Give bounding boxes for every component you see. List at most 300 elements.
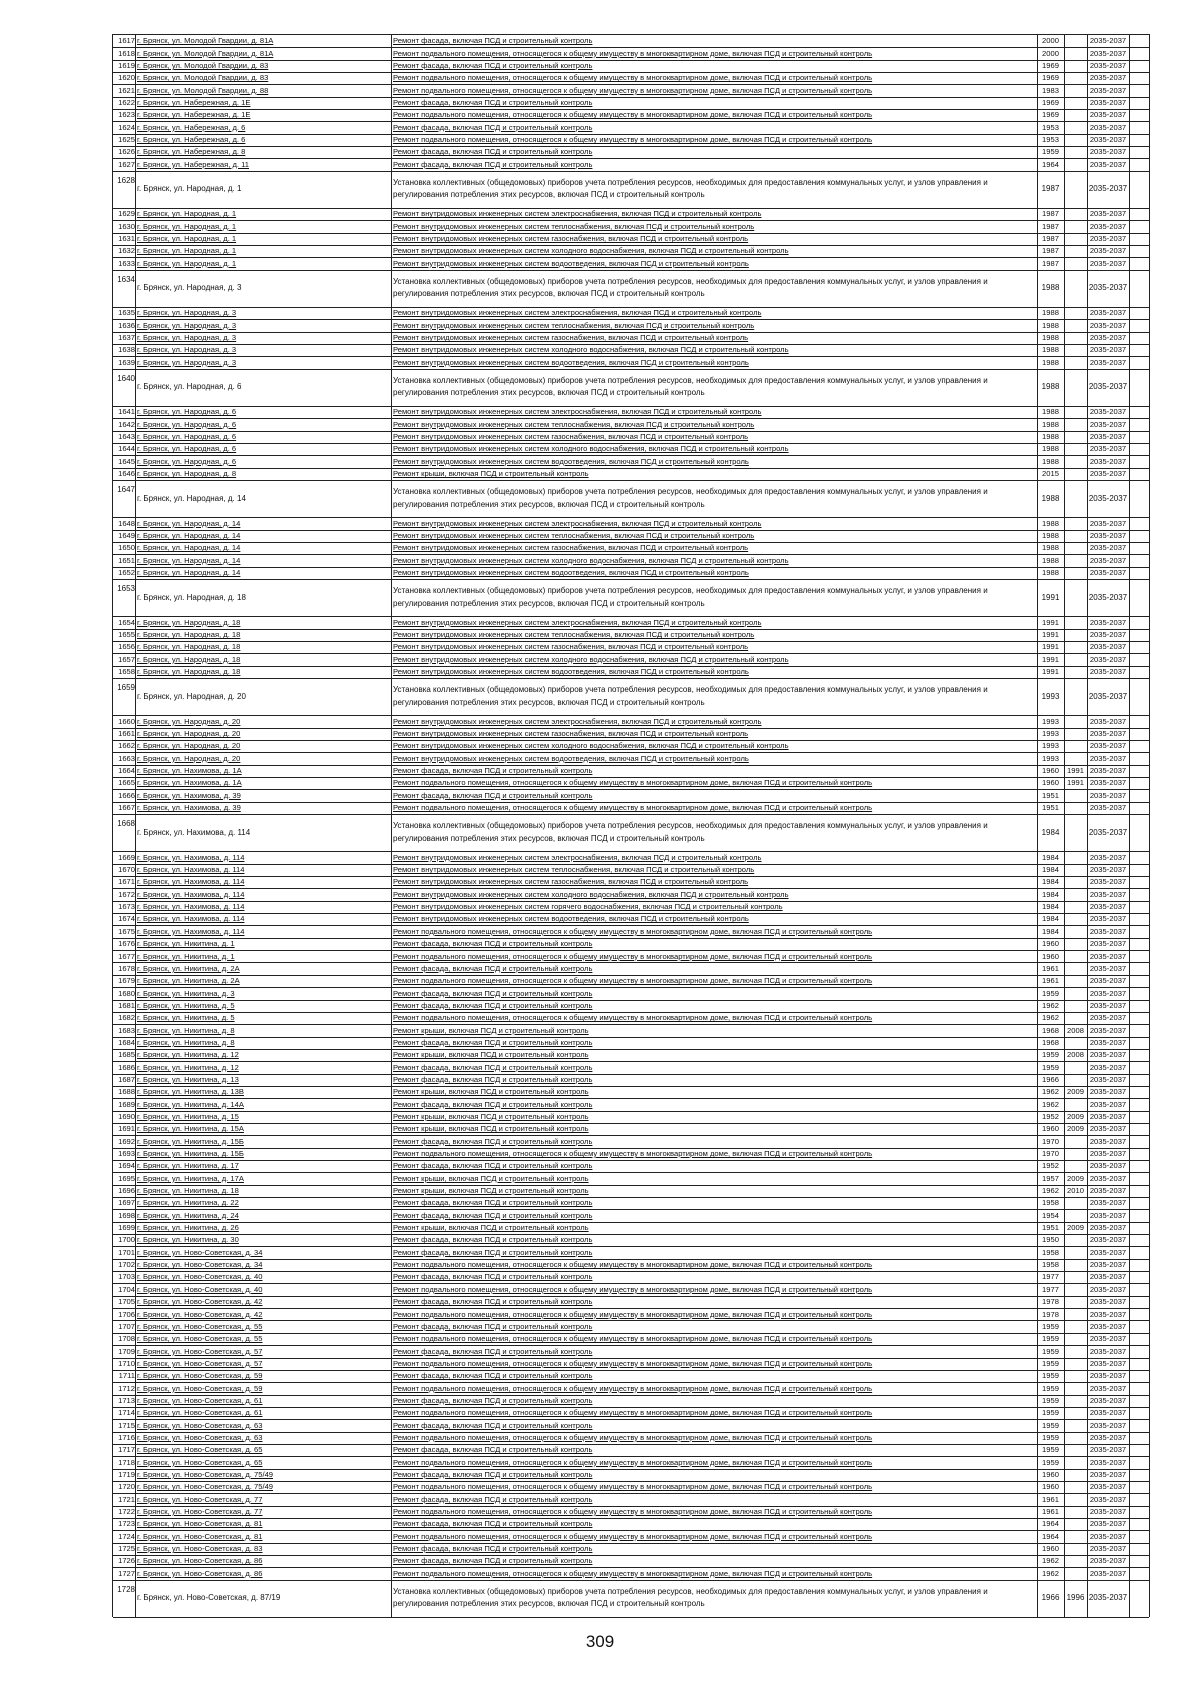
build-year-cell: 1959 <box>1042 1432 1059 1442</box>
last-repair-year-cell <box>1064 1197 1087 1209</box>
work-type-cell: Ремонт фасада, включая ПСД и строительный контроль <box>393 766 593 776</box>
build-year-cell: 1969 <box>1042 61 1059 71</box>
row-number-cell: 1705 <box>118 1297 135 1307</box>
last-repair-year-cell <box>1064 1333 1087 1345</box>
address-cell: г. Брянск, ул. Никитина, д. 30 <box>137 1235 239 1245</box>
build-year-cell: 1987 <box>1042 246 1059 256</box>
planned-period-cell: 2035-2037 <box>1089 1272 1127 1282</box>
address-cell: г. Брянск, ул. Нахимова, д. 1А <box>137 778 242 788</box>
last-repair-year-cell <box>1064 1419 1087 1431</box>
build-year-cell: 1952 <box>1042 1161 1059 1171</box>
planned-period-cell: 2035-2037 <box>1089 1198 1127 1208</box>
last-repair-year-cell <box>1064 616 1087 628</box>
work-type-cell: Ремонт подвального помещения, относящегося к общему имуществу в многоквартирном доме, включая ПСД и строительный контроль <box>393 1309 873 1319</box>
planned-period-cell: 2035-2037 <box>1088 382 1128 392</box>
row-number-cell: 1684 <box>118 1037 135 1047</box>
blank-cell <box>1129 1098 1149 1110</box>
planned-period-cell: 2035-2037 <box>1089 976 1127 986</box>
address-cell: г. Брянск, ул. Никитина, д. 15Б <box>137 1136 244 1146</box>
column-divider <box>391 35 392 1617</box>
work-type-cell: Ремонт внутридомовых инженерных систем газоснабжения, включая ПСД и строительный контроль <box>393 333 749 343</box>
last-repair-year-cell <box>1064 666 1087 678</box>
planned-period-cell: 2035-2037 <box>1089 889 1127 899</box>
last-repair-year-cell <box>1064 220 1087 232</box>
row-number-cell: 1651 <box>118 555 135 565</box>
work-type-cell: Ремонт внутридомовых инженерных систем газоснабжения, включая ПСД и строительный контроль <box>393 877 749 887</box>
row-number-cell: 1649 <box>118 531 135 541</box>
table-row <box>113 60 1149 73</box>
planned-period-cell: 2035-2037 <box>1089 1050 1127 1060</box>
build-year-cell: 1958 <box>1042 1260 1059 1270</box>
planned-period-cell: 2035-2037 <box>1089 1260 1127 1270</box>
row-number-cell: 1668 <box>117 819 135 829</box>
row-number-cell: 1728 <box>117 1584 135 1594</box>
table-row <box>113 332 1149 345</box>
row-number-cell: 1622 <box>118 98 135 108</box>
table-row <box>113 1271 1149 1284</box>
address-cell: г. Брянск, ул. Народная, д. 3 <box>137 357 237 367</box>
work-type-cell: Ремонт внутридомовых инженерных систем теплоснабжения, включая ПСД и строительный контроль <box>393 630 755 640</box>
address-cell: г. Брянск, ул. Народная, д. 8 <box>137 469 237 479</box>
build-year-cell: 1969 <box>1042 73 1059 83</box>
build-year-cell: 1959 <box>1042 1420 1059 1430</box>
row-number-cell: 1618 <box>118 48 135 58</box>
blank-cell <box>1129 72 1149 84</box>
blank-cell <box>1129 1370 1149 1382</box>
work-type-cell: Ремонт фасада, включая ПСД и строительный контроль <box>393 36 593 46</box>
work-type-cell: Ремонт подвального помещения, относящегося к общему имуществу в многоквартирном доме, включая ПСД и строительный контроль <box>393 110 873 120</box>
build-year-cell: 1962 <box>1042 1000 1059 1010</box>
last-repair-year-cell <box>1064 1061 1087 1073</box>
planned-period-cell: 2035-2037 <box>1088 827 1128 837</box>
last-repair-year-cell <box>1064 1456 1087 1468</box>
blank-cell <box>1129 987 1149 999</box>
build-year-cell: 1984 <box>1042 926 1059 936</box>
build-year-cell: 1966 <box>1041 1593 1060 1603</box>
table-row <box>113 270 1149 308</box>
table-row <box>113 1160 1149 1173</box>
work-type-cell: Ремонт подвального помещения, относящегося к общему имуществу в многоквартирном доме, включая ПСД и строительный контроль <box>393 1408 873 1418</box>
blank-cell <box>1129 530 1149 542</box>
row-number-cell: 1716 <box>118 1432 135 1442</box>
planned-period-cell: 2035-2037 <box>1089 543 1127 553</box>
table-row <box>113 752 1149 765</box>
work-type-cell: Ремонт фасада, включая ПСД и строительный контроль <box>393 1321 593 1331</box>
blank-cell <box>1129 938 1149 950</box>
row-number-cell: 1661 <box>118 729 135 739</box>
build-year-cell: 1959 <box>1042 1395 1059 1405</box>
last-repair-year-cell <box>1064 1209 1087 1221</box>
table-row <box>113 233 1149 246</box>
blank-cell <box>1129 1506 1149 1518</box>
build-year-cell: 1959 <box>1042 1334 1059 1344</box>
blank-cell <box>1129 901 1149 913</box>
work-type-cell: Ремонт внутридомовых инженерных систем водоотведения, включая ПСД и строительный контроль <box>393 914 749 924</box>
planned-period-cell: 2035-2037 <box>1089 345 1127 355</box>
table-row <box>113 901 1149 914</box>
blank-cell <box>1129 517 1149 529</box>
address-cell: г. Брянск, ул. Народная, д. 14 <box>137 555 241 565</box>
table-row <box>113 1469 1149 1482</box>
table-row <box>113 1407 1149 1420</box>
work-type-cell: Ремонт внутридомовых инженерных систем газоснабжения, включая ПСД и строительный контроль <box>393 432 749 442</box>
address-cell: г. Брянск, ул. Народная, д. 6 <box>137 382 242 392</box>
address-cell: г. Брянск, ул. Народная, д. 18 <box>137 642 241 652</box>
build-year-cell: 1978 <box>1042 1297 1059 1307</box>
last-repair-year-cell <box>1064 356 1087 368</box>
work-type-cell: Ремонт фасада, включая ПСД и строительный контроль <box>393 1136 593 1146</box>
blank-cell <box>1129 925 1149 937</box>
build-year-cell: 1959 <box>1042 1062 1059 1072</box>
work-type-cell: Ремонт внутридомовых инженерных систем холодного водоснабжения, включая ПСД и строительный контроль <box>393 555 789 565</box>
work-type-cell: Ремонт крыши, включая ПСД и строительный контроль <box>393 1112 589 1121</box>
address-cell: г. Брянск, ул. Народная, д. 20 <box>137 741 241 751</box>
last-repair-year-cell <box>1064 146 1087 158</box>
address-cell: г. Брянск, ул. Нахимова, д. 114 <box>137 852 245 862</box>
work-type-cell: Ремонт внутридомовых инженерных систем горячего водоснабжения, включая ПСД и строительный контроль <box>393 902 783 912</box>
work-type-cell: Ремонт внутридомовых инженерных систем холодного водоснабжения, включая ПСД и строительный контроль <box>393 741 789 751</box>
blank-cell <box>1129 35 1149 47</box>
build-year-cell: 1959 <box>1042 1321 1059 1331</box>
work-type-cell: Ремонт подвального помещения, относящегося к общему имуществу в многоквартирном доме, включая ПСД и строительный контроль <box>393 1457 873 1467</box>
address-cell: г. Брянск, ул. Народная, д. 3 <box>137 320 237 330</box>
address-cell: г. Брянск, ул. Народная, д. 3 <box>137 345 237 355</box>
build-year-cell: 1962 <box>1042 1186 1059 1196</box>
work-type-cell: Ремонт фасада, включая ПСД и строительный контроль <box>393 1420 593 1430</box>
address-cell: г. Брянск, ул. Нахимова, д. 114 <box>137 877 245 887</box>
address-cell: г. Брянск, ул. Никитина, д. 12 <box>137 1050 239 1060</box>
blank-cell <box>1129 678 1149 715</box>
planned-period-cell: 2035-2037 <box>1089 1000 1127 1010</box>
work-type-cell: Ремонт фасада, включая ПСД и строительный контроль <box>393 790 593 800</box>
last-repair-year-cell <box>1064 332 1087 344</box>
work-type-cell: Ремонт фасада, включая ПСД и строительный контроль <box>393 1247 593 1257</box>
blank-cell <box>1129 60 1149 72</box>
work-type-cell: Ремонт крыши, включая ПСД и строительный контроль <box>393 1173 589 1183</box>
address-cell: г. Брянск, ул. Ново-Советская, д. 83 <box>137 1544 263 1554</box>
build-year-cell: 1951 <box>1042 790 1059 800</box>
work-type-cell: Ремонт внутридомовых инженерных систем электроснабжения, включая ПСД и строительный контроль <box>393 716 762 726</box>
planned-period-cell: 2035-2037 <box>1089 555 1127 565</box>
table-row <box>113 913 1149 926</box>
row-number-cell: 1700 <box>118 1235 135 1245</box>
planned-period-cell: 2035-2037 <box>1089 729 1127 739</box>
address-cell: г. Брянск, ул. Нахимова, д. 114 <box>137 914 245 924</box>
address-cell: г. Брянск, ул. Народная, д. 20 <box>137 691 246 701</box>
planned-period-cell: 2035-2037 <box>1089 1124 1127 1134</box>
table-row <box>113 1061 1149 1074</box>
table-row <box>113 1086 1149 1099</box>
build-year-cell: 1961 <box>1042 976 1059 986</box>
build-year-cell: 1984 <box>1042 902 1059 912</box>
build-year-cell: 1988 <box>1042 333 1059 343</box>
work-type-cell: Ремонт фасада, включая ПСД и строительный контроль <box>393 1519 593 1529</box>
work-type-cell: Ремонт фасада, включая ПСД и строительный контроль <box>393 1544 593 1554</box>
work-type-cell: Ремонт внутридомовых инженерных систем холодного водоснабжения, включая ПСД и строительный контроль <box>393 889 789 899</box>
work-type-cell: Ремонт внутридомовых инженерных систем газоснабжения, включая ПСД и строительный контроль <box>393 729 749 739</box>
row-number-cell: 1654 <box>118 617 135 627</box>
planned-period-cell: 2035-2037 <box>1089 246 1127 256</box>
build-year-cell: 1983 <box>1042 85 1059 95</box>
row-number-cell: 1673 <box>118 902 135 912</box>
table-row <box>113 616 1149 629</box>
build-year-cell: 1959 <box>1042 988 1059 998</box>
address-cell: г. Брянск, ул. Ново-Советская, д. 34 <box>137 1260 263 1270</box>
planned-period-cell: 2035-2037 <box>1089 1284 1127 1294</box>
planned-period-cell: 2035-2037 <box>1089 1309 1127 1319</box>
work-type-cell: Ремонт подвального помещения, относящегося к общему имуществу в многоквартирном доме, включая ПСД и строительный контроль <box>393 1260 873 1270</box>
table-row <box>113 1234 1149 1247</box>
table-row <box>113 1012 1149 1025</box>
address-cell: г. Брянск, ул. Ново-Советская, д. 40 <box>137 1284 263 1294</box>
planned-period-cell: 2035-2037 <box>1088 184 1128 194</box>
last-repair-year-cell <box>1064 406 1087 418</box>
row-number-cell: 1691 <box>118 1124 135 1134</box>
build-year-cell: 1991 <box>1042 654 1059 664</box>
work-type-cell: Ремонт подвального помещения, относящегося к общему имуществу в многоквартирном доме, включая ПСД и строительный контроль <box>393 1013 873 1023</box>
last-repair-year-cell <box>1064 319 1087 331</box>
planned-period-cell: 2035-2037 <box>1089 667 1127 677</box>
page-number: 309 <box>585 1632 615 1651</box>
last-repair-year-cell <box>1064 431 1087 443</box>
blank-cell <box>1129 653 1149 665</box>
row-number-cell: 1722 <box>118 1507 135 1517</box>
planned-period-cell: 2035-2037 <box>1089 1568 1127 1578</box>
planned-period-cell: 2035-2037 <box>1089 1395 1127 1405</box>
address-cell: г. Брянск, ул. Ново-Советская, д. 87/19 <box>137 1593 281 1603</box>
work-type-cell: Ремонт подвального помещения, относящегося к общему имуществу в многоквартирном доме, включая ПСД и строительный контроль <box>393 1284 873 1294</box>
address-cell: г. Брянск, ул. Народная, д. 18 <box>137 667 241 677</box>
address-cell: г. Брянск, ул. Народная, д. 1 <box>137 234 237 244</box>
build-year-cell: 1987 <box>1042 234 1059 244</box>
blank-cell <box>1129 1469 1149 1481</box>
row-number-cell: 1628 <box>117 175 135 185</box>
blank-cell <box>1129 616 1149 628</box>
row-number-cell: 1720 <box>118 1482 135 1492</box>
last-repair-year-cell: 2009 <box>1067 1112 1084 1121</box>
row-number-cell: 1640 <box>117 373 135 383</box>
last-repair-year-cell <box>1064 542 1087 554</box>
table-row <box>113 1518 1149 1531</box>
build-year-cell: 1991 <box>1042 667 1059 677</box>
last-repair-year-cell <box>1064 752 1087 764</box>
build-year-cell: 1988 <box>1042 357 1059 367</box>
last-repair-year-cell <box>1064 455 1087 467</box>
table-row <box>113 1049 1149 1062</box>
row-number-cell: 1688 <box>118 1087 135 1097</box>
blank-cell <box>1129 1419 1149 1431</box>
row-number-cell: 1704 <box>118 1284 135 1294</box>
row-number-cell: 1699 <box>118 1223 135 1233</box>
row-number-cell: 1675 <box>118 926 135 936</box>
last-repair-year-cell <box>1064 245 1087 257</box>
planned-period-cell: 2035-2037 <box>1089 1149 1127 1159</box>
blank-cell <box>1129 1481 1149 1493</box>
planned-period-cell: 2035-2037 <box>1089 1519 1127 1529</box>
work-type-cell: Ремонт подвального помещения, относящегося к общему имуществу в многоквартирном доме, включая ПСД и строительный контроль <box>393 73 873 83</box>
blank-cell <box>1129 1000 1149 1012</box>
blank-cell <box>1129 1320 1149 1332</box>
planned-period-cell: 2035-2037 <box>1088 493 1128 503</box>
last-repair-year-cell: 2008 <box>1067 1025 1084 1035</box>
row-number-cell: 1632 <box>118 246 135 256</box>
row-number-cell: 1669 <box>118 852 135 862</box>
work-type-cell: Ремонт крыши, включая ПСД и строительный контроль <box>393 1050 589 1060</box>
address-cell: г. Брянск, ул. Никитина, д. 3 <box>137 988 235 998</box>
blank-cell <box>1129 666 1149 678</box>
blank-cell <box>1129 1493 1149 1505</box>
work-type-cell: Ремонт подвального помещения, относящегося к общему имуществу в многоквартирном доме, включая ПСД и строительный контроль <box>393 48 873 58</box>
blank-cell <box>1129 1296 1149 1308</box>
blank-cell <box>1129 777 1149 789</box>
blank-cell <box>1129 1012 1149 1024</box>
address-cell: г. Брянск, ул. Никитина, д. 2А <box>137 976 240 986</box>
address-cell: г. Брянск, ул. Ново-Советская, д. 81 <box>137 1531 263 1541</box>
last-repair-year-cell <box>1064 1506 1087 1518</box>
address-cell: г. Брянск, ул. Нахимова, д. 39 <box>137 790 241 800</box>
address-cell: г. Брянск, ул. Народная, д. 6 <box>137 419 237 429</box>
blank-cell <box>1129 455 1149 467</box>
build-year-cell: 1991 <box>1041 592 1060 602</box>
build-year-cell: 1988 <box>1042 568 1059 578</box>
address-cell: г. Брянск, ул. Нахимова, д. 114 <box>137 865 245 875</box>
last-repair-year-cell <box>1064 1283 1087 1295</box>
blank-cell <box>1129 752 1149 764</box>
row-number-cell: 1666 <box>118 790 135 800</box>
address-cell: г. Брянск, ул. Ново-Советская, д. 57 <box>137 1346 263 1356</box>
row-number-cell: 1715 <box>118 1420 135 1430</box>
address-cell: г. Брянск, ул. Ново-Советская, д. 55 <box>137 1321 263 1331</box>
row-number-cell: 1724 <box>118 1531 135 1541</box>
row-number-cell: 1721 <box>118 1494 135 1504</box>
planned-period-cell: 2035-2037 <box>1089 630 1127 640</box>
table-row <box>113 455 1149 468</box>
build-year-cell: 1953 <box>1042 135 1059 145</box>
row-number-cell: 1633 <box>118 258 135 268</box>
last-repair-year-cell: 2009 <box>1067 1087 1084 1097</box>
build-year-cell: 1988 <box>1042 320 1059 330</box>
row-number-cell: 1657 <box>118 654 135 664</box>
table-row <box>113 517 1149 530</box>
row-number-cell: 1727 <box>118 1568 135 1578</box>
work-type-cell: Ремонт фасада, включая ПСД и строительный контроль <box>393 1371 593 1381</box>
build-year-cell: 1970 <box>1042 1149 1059 1159</box>
build-year-cell: 1977 <box>1042 1272 1059 1282</box>
blank-cell <box>1129 579 1149 616</box>
last-repair-year-cell <box>1064 1407 1087 1419</box>
address-cell: г. Брянск, ул. Никитина, д. 14А <box>137 1099 244 1109</box>
blank-cell <box>1129 369 1149 406</box>
row-number-cell: 1623 <box>118 110 135 120</box>
last-repair-year-cell <box>1064 1160 1087 1172</box>
row-number-cell: 1702 <box>118 1260 135 1270</box>
address-cell: г. Брянск, ул. Ново-Советская, д. 75/49 <box>137 1470 274 1479</box>
table-row <box>113 480 1149 518</box>
build-year-cell: 1988 <box>1042 543 1059 553</box>
address-cell: г. Брянск, ул. Никитина, д. 17 <box>137 1161 239 1171</box>
address-cell: г. Брянск, ул. Народная, д. 6 <box>137 432 237 442</box>
row-number-cell: 1634 <box>117 274 135 284</box>
work-type-cell: Ремонт фасада, включая ПСД и строительный контроль <box>393 939 593 949</box>
row-number-cell: 1695 <box>118 1173 135 1183</box>
address-cell: г. Брянск, ул. Никитина, д. 2А <box>137 963 240 973</box>
blank-cell <box>1129 319 1149 331</box>
row-number-cell: 1671 <box>118 877 135 887</box>
address-cell: г. Брянск, ул. Ново-Советская, д. 40 <box>137 1272 263 1282</box>
planned-period-cell: 2035-2037 <box>1089 865 1127 875</box>
build-year-cell: 2000 <box>1042 36 1059 46</box>
table-row <box>113 1506 1149 1519</box>
table-row <box>113 765 1149 778</box>
planned-period-cell: 2035-2037 <box>1088 1593 1128 1603</box>
last-repair-year-cell <box>1064 517 1087 529</box>
build-year-cell: 1988 <box>1042 456 1059 466</box>
blank-cell <box>1129 1111 1149 1123</box>
last-repair-year-cell: 2008 <box>1067 1050 1084 1060</box>
work-type-cell: Ремонт фасада, включая ПСД и строительный контроль <box>393 1470 593 1479</box>
build-year-cell: 1978 <box>1042 1309 1059 1319</box>
row-number-cell: 1709 <box>118 1346 135 1356</box>
blank-cell <box>1129 876 1149 888</box>
table-row <box>113 171 1149 209</box>
table-row <box>113 1135 1149 1148</box>
row-number-cell: 1677 <box>118 951 135 961</box>
work-type-cell: Ремонт фасада, включая ПСД и строительный контроль <box>393 1556 593 1566</box>
last-repair-year-cell <box>1064 876 1087 888</box>
blank-cell <box>1129 864 1149 876</box>
build-year-cell: 1960 <box>1042 778 1059 788</box>
build-year-cell: 1987 <box>1041 184 1060 194</box>
work-type-cell: Ремонт подвального помещения, относящегося к общему имуществу в многоквартирном доме, включая ПСД и строительный контроль <box>393 1482 873 1492</box>
table-row <box>113 1333 1149 1346</box>
address-cell: г. Брянск, ул. Молодой Гвардии, д. 81А <box>137 48 274 58</box>
planned-period-cell: 2035-2037 <box>1089 1432 1127 1442</box>
table-row <box>113 1320 1149 1333</box>
blank-cell <box>1129 134 1149 146</box>
work-type-cell: Ремонт внутридомовых инженерных систем электроснабжения, включая ПСД и строительный контроль <box>393 407 762 417</box>
address-cell: г. Брянск, ул. Никитина, д. 18 <box>137 1186 239 1196</box>
work-type-cell: Ремонт подвального помещения, относящегося к общему имуществу в многоквартирном доме, включая ПСД и строительный контроль <box>393 1531 873 1541</box>
last-repair-year-cell <box>1064 938 1087 950</box>
address-cell: г. Брянск, ул. Народная, д. 1 <box>137 246 237 256</box>
row-number-cell: 1694 <box>118 1161 135 1171</box>
blank-cell <box>1129 950 1149 962</box>
planned-period-cell: 2035-2037 <box>1089 61 1127 71</box>
row-number-cell: 1629 <box>118 209 135 219</box>
work-type-cell: Ремонт фасада, включая ПСД и строительный контроль <box>393 122 593 132</box>
blank-cell <box>1129 418 1149 430</box>
table-row <box>113 542 1149 555</box>
planned-period-cell: 2035-2037 <box>1089 333 1127 343</box>
row-number-cell: 1644 <box>118 444 135 454</box>
table-row <box>113 1580 1149 1618</box>
table-row <box>113 1296 1149 1309</box>
last-repair-year-cell <box>1064 1271 1087 1283</box>
blank-cell <box>1129 1555 1149 1567</box>
row-number-cell: 1708 <box>118 1334 135 1344</box>
last-repair-year-cell: 2009 <box>1067 1173 1084 1183</box>
last-repair-year-cell <box>1064 1148 1087 1160</box>
table-row <box>113 406 1149 419</box>
planned-period-cell: 2035-2037 <box>1089 1161 1127 1171</box>
planned-period-cell: 2035-2037 <box>1089 407 1127 417</box>
address-cell: г. Брянск, ул. Никитина, д. 13В <box>137 1087 244 1097</box>
work-type-cell: Ремонт крыши, включая ПСД и строительный контроль <box>393 1223 589 1233</box>
work-type-cell: Установка коллективных (общедомовых) приборов учета потребления ресурсов, необходимых для предоставления коммунальных услуг, и узлов управления и регулирования потребления этих ресурсов, включая ПСД и строительный контроль <box>393 487 988 509</box>
last-repair-year-cell <box>1064 97 1087 109</box>
last-repair-year-cell <box>1064 1493 1087 1505</box>
build-year-cell: 1962 <box>1042 1099 1059 1109</box>
